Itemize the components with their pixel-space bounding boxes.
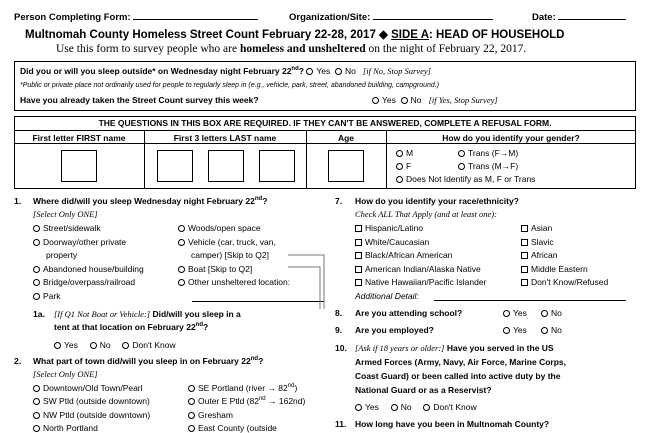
q2-downtown-radio[interactable] bbox=[33, 385, 40, 392]
q2-sw-radio[interactable] bbox=[33, 398, 40, 405]
q9-text: Are you employed? bbox=[355, 325, 434, 335]
q7-option-middle-eastern[interactable]: Middle Eastern bbox=[521, 264, 588, 274]
organization-label: Organization/Site: bbox=[289, 11, 493, 23]
q7-asian-checkbox[interactable] bbox=[521, 225, 528, 232]
screening-footnote: *Public or private place not ordinarily used for people to regularly sleep in (e.g., vehicle, park, street, abandoned building, campground.) bbox=[20, 82, 440, 89]
q7-option-hispanic[interactable]: Hispanic/Latino bbox=[355, 223, 423, 233]
q1-street-radio[interactable] bbox=[33, 225, 40, 232]
q2-se-radio[interactable] bbox=[188, 385, 195, 392]
q10-dont-know-radio[interactable] bbox=[423, 404, 430, 411]
q9-options: Yes No bbox=[503, 325, 562, 335]
q1a-yes-radio[interactable] bbox=[54, 342, 61, 349]
q10-text-4: National Guard or as a Reservist? bbox=[355, 385, 492, 395]
q1-option-doorway-cont: property bbox=[46, 250, 78, 260]
q2-number: 2. bbox=[14, 356, 22, 366]
q1-number: 1. bbox=[14, 196, 22, 206]
q8-text: Are you attending school? bbox=[355, 308, 463, 318]
q2-text: What part of town did/will you sleep in on February 22nd? bbox=[33, 356, 264, 366]
person-completing-label: Person Completing Form: bbox=[14, 11, 258, 23]
gender-option-trans-mtf[interactable]: Trans (M→F) bbox=[458, 161, 518, 171]
q10-yes-radio[interactable] bbox=[355, 404, 362, 411]
q1-option-abandoned[interactable]: Abandoned house/building bbox=[33, 264, 144, 274]
q10-no-radio[interactable] bbox=[391, 404, 398, 411]
q7-option-pacific-islander[interactable]: Native Hawaiian/Pacific Islander bbox=[355, 277, 486, 287]
q1-boat-radio[interactable] bbox=[178, 266, 185, 273]
gender-trans-mtf-radio[interactable] bbox=[458, 163, 465, 170]
screening-q2: Have you already taken the Street Count survey this week? bbox=[20, 95, 259, 105]
q1-park-radio[interactable] bbox=[33, 293, 40, 300]
screening-q1-no-radio[interactable] bbox=[335, 68, 342, 75]
q10-options: Yes No Don't Know bbox=[355, 402, 477, 412]
screening-q2-options: Yes No [if Yes, Stop Survey] bbox=[372, 95, 498, 105]
q2-option-north[interactable]: North Portland bbox=[33, 423, 98, 433]
q7-option-black[interactable]: Black/African American bbox=[355, 250, 452, 260]
q2-gresham-radio[interactable] bbox=[188, 412, 195, 419]
screening-q1: Did you or will you sleep outside* on Wednesday night February 22nd? Yes No [if No, Stop Survey] bbox=[20, 66, 431, 76]
q7-middle-eastern-checkbox[interactable] bbox=[521, 266, 528, 273]
q1-doorway-radio[interactable] bbox=[33, 239, 40, 246]
q1-option-doorway[interactable]: Doorway/other private bbox=[33, 237, 126, 247]
gender-trans-ftm-radio[interactable] bbox=[458, 150, 465, 157]
screening-q2-yes-radio[interactable] bbox=[372, 97, 379, 104]
q9-yes-radio[interactable] bbox=[503, 327, 510, 334]
date-field[interactable] bbox=[558, 11, 626, 20]
q2-option-gresham[interactable]: Gresham bbox=[188, 410, 233, 420]
q10-number: 10. bbox=[335, 343, 347, 353]
col-header-first-name: First letter FIRST name bbox=[32, 133, 126, 143]
q1a-dont-know-radio[interactable] bbox=[122, 342, 129, 349]
gender-option-trans-ftm[interactable]: Trans (F→M) bbox=[458, 148, 518, 158]
q1-option-boat[interactable]: Boat [Skip to Q2] bbox=[178, 264, 252, 274]
gender-option-f[interactable]: F bbox=[396, 161, 411, 171]
q2-nw-radio[interactable] bbox=[33, 412, 40, 419]
gender-m-radio[interactable] bbox=[396, 150, 403, 157]
q2-instruction: [Select Only ONE] bbox=[33, 369, 98, 379]
skip-arrow-icon bbox=[280, 253, 330, 313]
q1-option-bridge[interactable]: Bridge/overpass/railroad bbox=[33, 277, 135, 287]
q2-option-sw[interactable]: SW Ptld (outside downtown) bbox=[33, 396, 150, 406]
q1-option-park[interactable]: Park bbox=[33, 291, 60, 301]
q2-option-nw[interactable]: NW Ptld (outside downtown) bbox=[33, 410, 150, 420]
q7-dont-know-checkbox[interactable] bbox=[521, 279, 528, 286]
q1a-number: 1a. bbox=[33, 309, 45, 319]
q7-pacific-islander-checkbox[interactable] bbox=[355, 279, 362, 286]
q1-option-other[interactable]: Other unsheltered location: bbox=[178, 277, 290, 287]
q1-woods-radio[interactable] bbox=[178, 225, 185, 232]
gender-option-m[interactable]: M bbox=[396, 148, 413, 158]
q2-option-se[interactable]: SE Portland (river → 82nd) bbox=[188, 383, 297, 393]
gender-option-other[interactable]: Does Not Identify as M, F or Trans bbox=[396, 174, 535, 184]
q7-option-white[interactable]: White/Caucasian bbox=[355, 237, 429, 247]
q1a-no-radio[interactable] bbox=[90, 342, 97, 349]
q1-text: Where did/will you sleep Wednesday night February 22nd? bbox=[33, 196, 268, 206]
q1-bridge-radio[interactable] bbox=[33, 279, 40, 286]
q7-option-slavic[interactable]: Slavic bbox=[521, 237, 554, 247]
q9-no-radio[interactable] bbox=[541, 327, 548, 334]
q1-vehicle-radio[interactable] bbox=[178, 239, 185, 246]
date-label: Date: bbox=[532, 11, 626, 23]
q8-number: 8. bbox=[335, 308, 343, 318]
form-intro: Use this form to survey people who are homeless and unsheltered on the night of February 22, 2017. bbox=[56, 43, 527, 55]
q2-option-downtown[interactable]: Downtown/Old Town/Pearl bbox=[33, 383, 143, 393]
q7-number: 7. bbox=[335, 196, 343, 206]
q7-instruction: Check ALL That Apply (and at least one): bbox=[355, 209, 497, 219]
q7-american-indian-checkbox[interactable] bbox=[355, 266, 362, 273]
q1-option-woods[interactable]: Woods/open space bbox=[178, 223, 261, 233]
q9-number: 9. bbox=[335, 325, 343, 335]
q7-white-checkbox[interactable] bbox=[355, 239, 362, 246]
q2-east-county-radio[interactable] bbox=[188, 425, 195, 432]
age-box[interactable] bbox=[328, 150, 364, 182]
q1-option-vehicle[interactable]: Vehicle (car, truck, van, bbox=[178, 237, 276, 247]
q1-other-radio[interactable] bbox=[178, 279, 185, 286]
screening-q1-yes-radio[interactable] bbox=[306, 68, 313, 75]
col-header-gender: How do you identify your gender? bbox=[442, 133, 580, 143]
q10-text-3: Coast Guard) or been called into active duty by the bbox=[355, 371, 561, 381]
q7-additional-detail-line[interactable] bbox=[434, 300, 626, 301]
q11-number: 11. bbox=[335, 419, 347, 429]
last-name-letter-box-1[interactable] bbox=[157, 150, 193, 182]
q1a-options: Yes No Don't Know bbox=[54, 340, 176, 350]
screening-q2-no-radio[interactable] bbox=[401, 97, 408, 104]
q1-abandoned-radio[interactable] bbox=[33, 266, 40, 273]
q1-option-street[interactable]: Street/sidewalk bbox=[33, 223, 101, 233]
form-title: Multnomah County Homeless Street Count February 22-28, 2017 ◆ SIDE A: HEAD OF HOUSEHOLD bbox=[25, 29, 565, 41]
organization-field[interactable] bbox=[373, 11, 493, 20]
q8-options: Yes No bbox=[503, 308, 562, 318]
q7-option-american-indian[interactable]: American Indian/Alaska Native bbox=[355, 264, 481, 274]
required-banner-divider bbox=[14, 130, 636, 131]
last-name-letter-box-2[interactable] bbox=[208, 150, 244, 182]
q1a-text-2: tent at that location on February 22nd? bbox=[54, 322, 209, 332]
person-completing-field[interactable] bbox=[133, 11, 258, 20]
q7-text: How do you identify your race/ethnicity? bbox=[355, 196, 519, 206]
q7-african-checkbox[interactable] bbox=[521, 252, 528, 259]
q10-text-2: Armed Forces (Army, Navy, Air Force, Marine Corps, bbox=[355, 357, 566, 367]
last-name-letter-box-3[interactable] bbox=[259, 150, 295, 182]
col-header-last-name: First 3 letters LAST name bbox=[173, 133, 277, 143]
q11-text: How long have you been in Multnomah County? bbox=[355, 419, 550, 429]
q7-black-checkbox[interactable] bbox=[355, 252, 362, 259]
gender-f-radio[interactable] bbox=[396, 163, 403, 170]
q2-north-radio[interactable] bbox=[33, 425, 40, 432]
q7-option-dont-know[interactable]: Don't Know/Refused bbox=[521, 277, 608, 287]
required-banner: THE QUESTIONS IN THIS BOX ARE REQUIRED. IF THEY CAN'T BE ANSWERED, COMPLETE A REFUSAL FORM. bbox=[98, 118, 552, 128]
q7-option-asian[interactable]: Asian bbox=[521, 223, 552, 233]
q8-yes-radio[interactable] bbox=[503, 310, 510, 317]
q2-option-outer-east[interactable]: Outer E Ptld (82nd → 162nd) bbox=[188, 396, 305, 406]
gender-other-radio[interactable] bbox=[396, 176, 403, 183]
q2-option-east-county[interactable]: East County (outside bbox=[188, 423, 277, 433]
q2-outer-east-radio[interactable] bbox=[188, 398, 195, 405]
q7-hispanic-checkbox[interactable] bbox=[355, 225, 362, 232]
q1a-text: [If Q1 Not Boat or Vehicle:] Did/will you sleep in a bbox=[54, 309, 241, 319]
first-name-letter-box[interactable] bbox=[61, 150, 97, 182]
col-header-age: Age bbox=[337, 133, 355, 143]
q7-additional-detail-label: Additional Detail: bbox=[355, 291, 419, 301]
q1-instruction: [Select Only ONE] bbox=[33, 209, 98, 219]
q10-text-1: [Ask if 18 years or older:] Have you served in the US bbox=[355, 343, 554, 353]
q1-option-vehicle-cont: camper) [Skip to Q2] bbox=[191, 250, 269, 260]
q7-slavic-checkbox[interactable] bbox=[521, 239, 528, 246]
q8-no-radio[interactable] bbox=[541, 310, 548, 317]
required-header-divider bbox=[14, 143, 636, 144]
q7-option-african[interactable]: African bbox=[521, 250, 557, 260]
